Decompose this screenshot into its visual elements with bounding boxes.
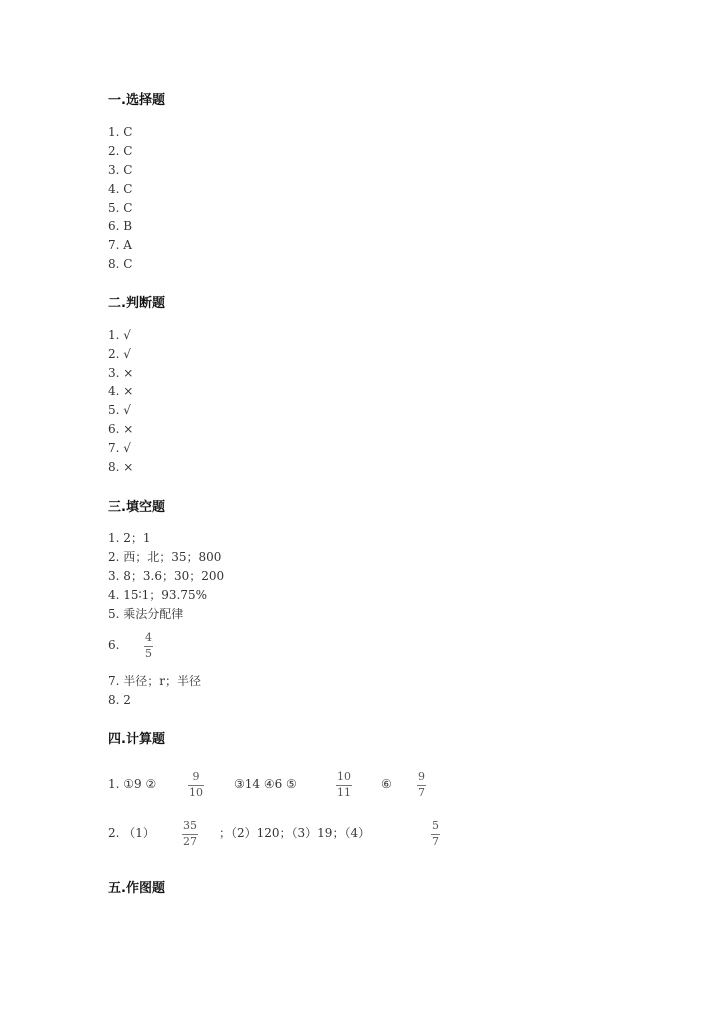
list-item: 5. √	[108, 403, 131, 417]
list-item: 8. ×	[108, 460, 134, 474]
list-item: 8. C	[108, 257, 133, 271]
calc-q2-mid: ；（2）120；（3）19；（4）	[219, 826, 371, 840]
list-item: 3. 8；3.6；30；200	[108, 569, 225, 583]
list-item: 5. 乘法分配律	[108, 607, 184, 621]
section-title-choice: 一.选择题	[108, 93, 165, 108]
fraction	[417, 771, 426, 799]
fraction-numerator: 35	[183, 819, 197, 832]
fraction	[336, 771, 352, 799]
section-title-fill-blank: 三.填空题	[108, 500, 165, 515]
list-item: 7. √	[108, 441, 131, 455]
section-title-calculation: 四.计算题	[108, 732, 165, 747]
list-item: 5. C	[108, 201, 133, 215]
list-item: 1. √	[108, 328, 131, 342]
list-item: 3. C	[108, 163, 133, 177]
fraction-numerator: 10	[337, 770, 351, 783]
fraction-denominator: 27	[183, 835, 197, 848]
calc-q2-prefix: 2. （1）	[108, 826, 155, 840]
calc-q1-mid2: ⑥	[381, 777, 392, 791]
fraction-numerator: 9	[418, 770, 425, 783]
list-item: 7. A	[108, 238, 132, 252]
list-item: 4. C	[108, 182, 133, 196]
list-item: 8. 2	[108, 693, 131, 707]
fraction	[182, 820, 198, 848]
fraction	[431, 820, 440, 848]
fraction-denominator: 11	[337, 786, 351, 799]
list-item-label: 6.	[108, 638, 120, 652]
calc-q1-prefix: 1. ①9 ②	[108, 777, 157, 791]
fraction-denominator: 10	[189, 786, 203, 799]
fraction-numerator: 4	[145, 631, 152, 644]
fraction-denominator: 5	[145, 647, 152, 660]
list-item: 4. ×	[108, 384, 134, 398]
fraction-denominator: 7	[432, 835, 439, 848]
calc-q1-mid: ③14 ④6 ⑤	[234, 777, 297, 791]
list-item: 6. ×	[108, 422, 134, 436]
list-item: 3. ×	[108, 366, 134, 380]
fraction	[144, 632, 153, 660]
list-item: 2. √	[108, 347, 131, 361]
list-item: 1. 2；1	[108, 531, 151, 545]
list-item: 6. B	[108, 219, 133, 233]
list-item: 4. 15∶1；93.75%	[108, 588, 208, 602]
list-item: 1. C	[108, 125, 133, 139]
section-title-judgement: 二.判断题	[108, 296, 165, 311]
list-item: 2. 西；北；35；800	[108, 550, 222, 564]
list-item: 2. C	[108, 144, 133, 158]
fraction-numerator: 9	[192, 770, 200, 783]
section-title-drawing: 五.作图题	[108, 881, 165, 896]
list-item: 7. 半径；r；半径	[108, 674, 202, 688]
fraction	[188, 771, 204, 799]
fraction-numerator: 5	[432, 819, 439, 832]
fraction-denominator: 7	[418, 786, 425, 799]
